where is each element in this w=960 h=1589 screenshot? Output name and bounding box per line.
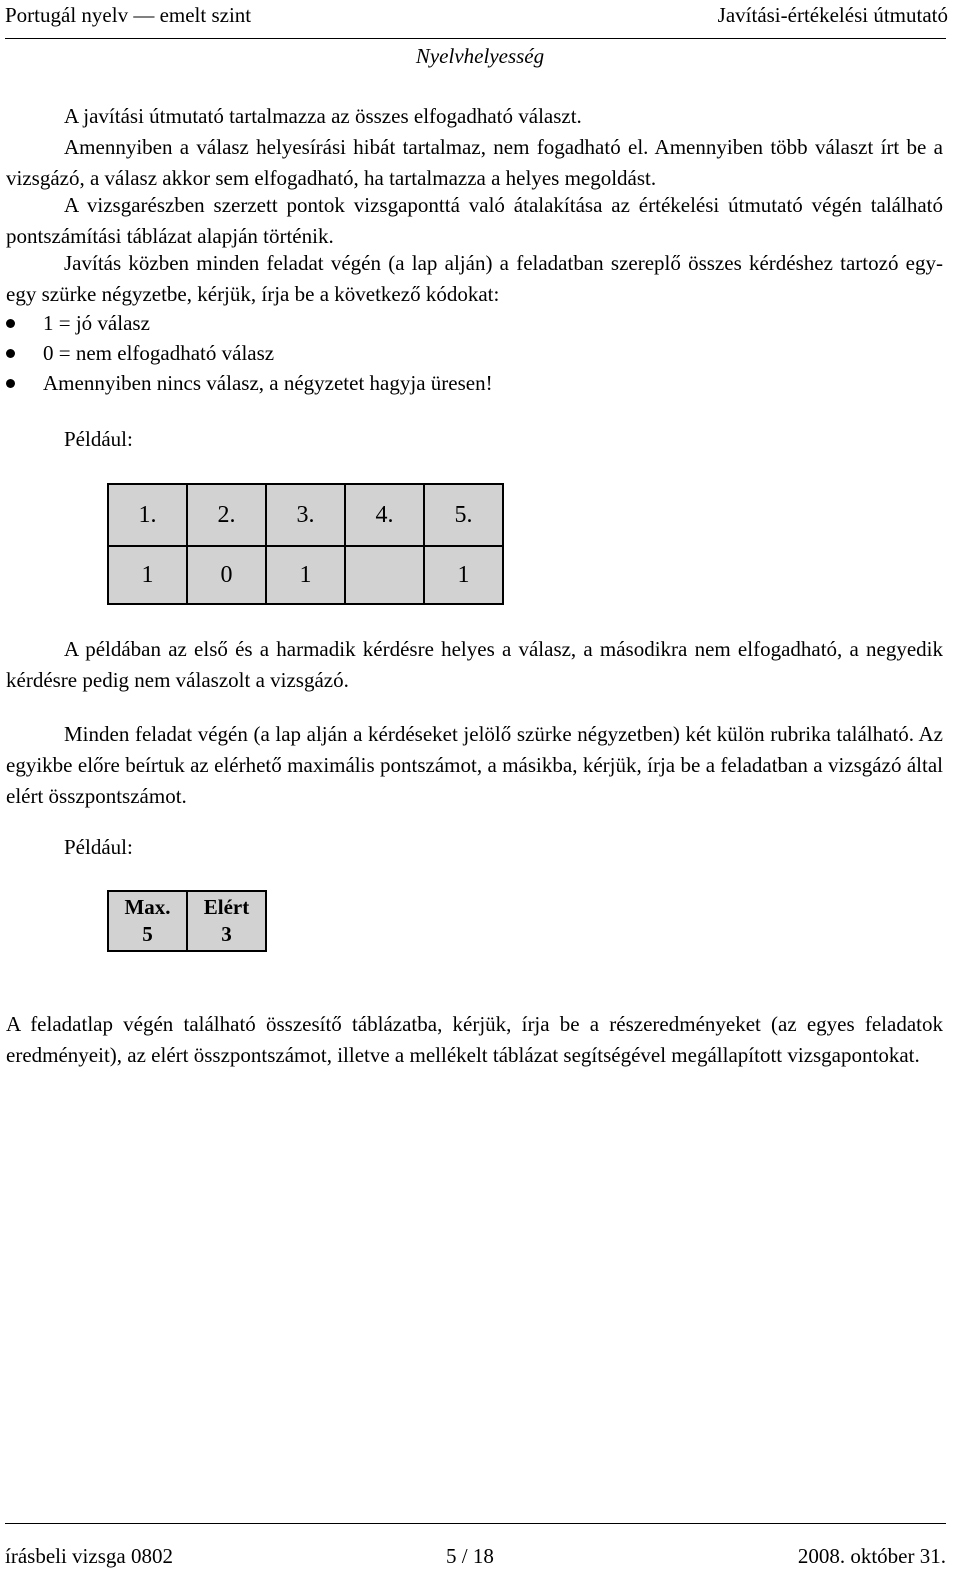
example-answer-grid [107, 483, 504, 605]
grid-value-row [108, 546, 503, 604]
header-divider [5, 38, 946, 39]
grid-header-cell: 2. [187, 484, 266, 546]
section-title: Nyelvhelyesség [415, 44, 545, 68]
footer-divider [5, 1523, 946, 1524]
header-doc-type: Javítási-értékelési útmutató [717, 3, 948, 27]
grid-value-cell: 1 [424, 546, 503, 604]
bullet-text: 0 = nem elfogadható válasz [43, 341, 275, 365]
bullet-text: Amennyiben nincs válasz, a négyzetet hagyja üresen! [43, 371, 493, 395]
paragraph-accepted-answers: A javítási útmutató tartalmazza az összes elfogadható választ. [64, 104, 582, 128]
grid-value-cell: 0 [187, 546, 266, 604]
grid-value-cell [345, 546, 424, 604]
score-max-cell [108, 891, 187, 951]
paragraph-rubric: Minden feladat végén (a lap alján a kérdéseket jelölő szürke négyzetben) két külön rubrika található. Az egyikbe előre beírtuk az elérhető maximális pontszámot, a másikba, kérjük, írja be a feladatban a vizsgázó által elért összpontszámot. [6, 722, 943, 808]
header-subject: Portugál nyelv — emelt szint [5, 3, 252, 27]
score-achieved-value: 3 [221, 922, 232, 946]
score-max-value: 5 [142, 922, 153, 946]
bullet-text: 1 = jó válasz [43, 311, 150, 335]
grid-header-cell: 3. [266, 484, 345, 546]
paragraph-conversion: A vizsgarészben szerzett pontok vizsgaponttá való átalakítása az értékelési útmutató végén található pontszámítási táblázat alapján történik. [6, 193, 943, 248]
paragraph-example-explanation: A példában az első és a harmadik kérdésre helyes a válasz, a másodikra nem elfogadható, a negyedik kérdésre pedig nem válaszolt a vizsgázó. [6, 637, 943, 692]
bullet-dot-icon [6, 349, 15, 358]
footer-page-number: 5 / 18 [446, 1544, 494, 1568]
bullet-dot-icon [6, 379, 15, 388]
grid-header-cell: 4. [345, 484, 424, 546]
paragraph-spelling-rule: Amennyiben a válasz helyesírási hibát tartalmaz, nem fogadható el. Amennyiben több választ írt be a vizsgázó, a válasz akkor sem elfogadható, ha tartalmazza a helyes megoldást. [6, 135, 943, 190]
grid-header-row [108, 484, 503, 546]
grid-header-cell: 5. [424, 484, 503, 546]
grid-value-cell: 1 [108, 546, 187, 604]
score-box [107, 890, 267, 952]
example-label: Például: [64, 835, 133, 859]
paragraph-summary-table: A feladatlap végén található összesítő táblázatba, kérjük, írja be a részeredményeket (az egyes feladatok eredményeit), az elért összpontszámot, illetve a mellékelt táblázat segítségével megállapított vizsgapontokat. [6, 1012, 943, 1067]
score-achieved-label: Elért [203, 895, 250, 919]
example-label: Például: [64, 427, 133, 451]
footer-exam-code: írásbeli vizsga 0802 [5, 1544, 173, 1568]
score-max-label: Max. [124, 895, 171, 919]
score-achieved-cell [187, 891, 266, 951]
grid-value-cell: 1 [266, 546, 345, 604]
bullet-dot-icon [6, 319, 15, 328]
footer-date: 2008. október 31. [797, 1544, 946, 1568]
paragraph-coding-instructions: Javítás közben minden feladat végén (a lap alján) a feladatban szereplő összes kérdéshez tartozó egy-egy szürke négyzetbe, kérjük, írja be a következő kódokat: [6, 251, 943, 306]
grid-header-cell: 1. [108, 484, 187, 546]
